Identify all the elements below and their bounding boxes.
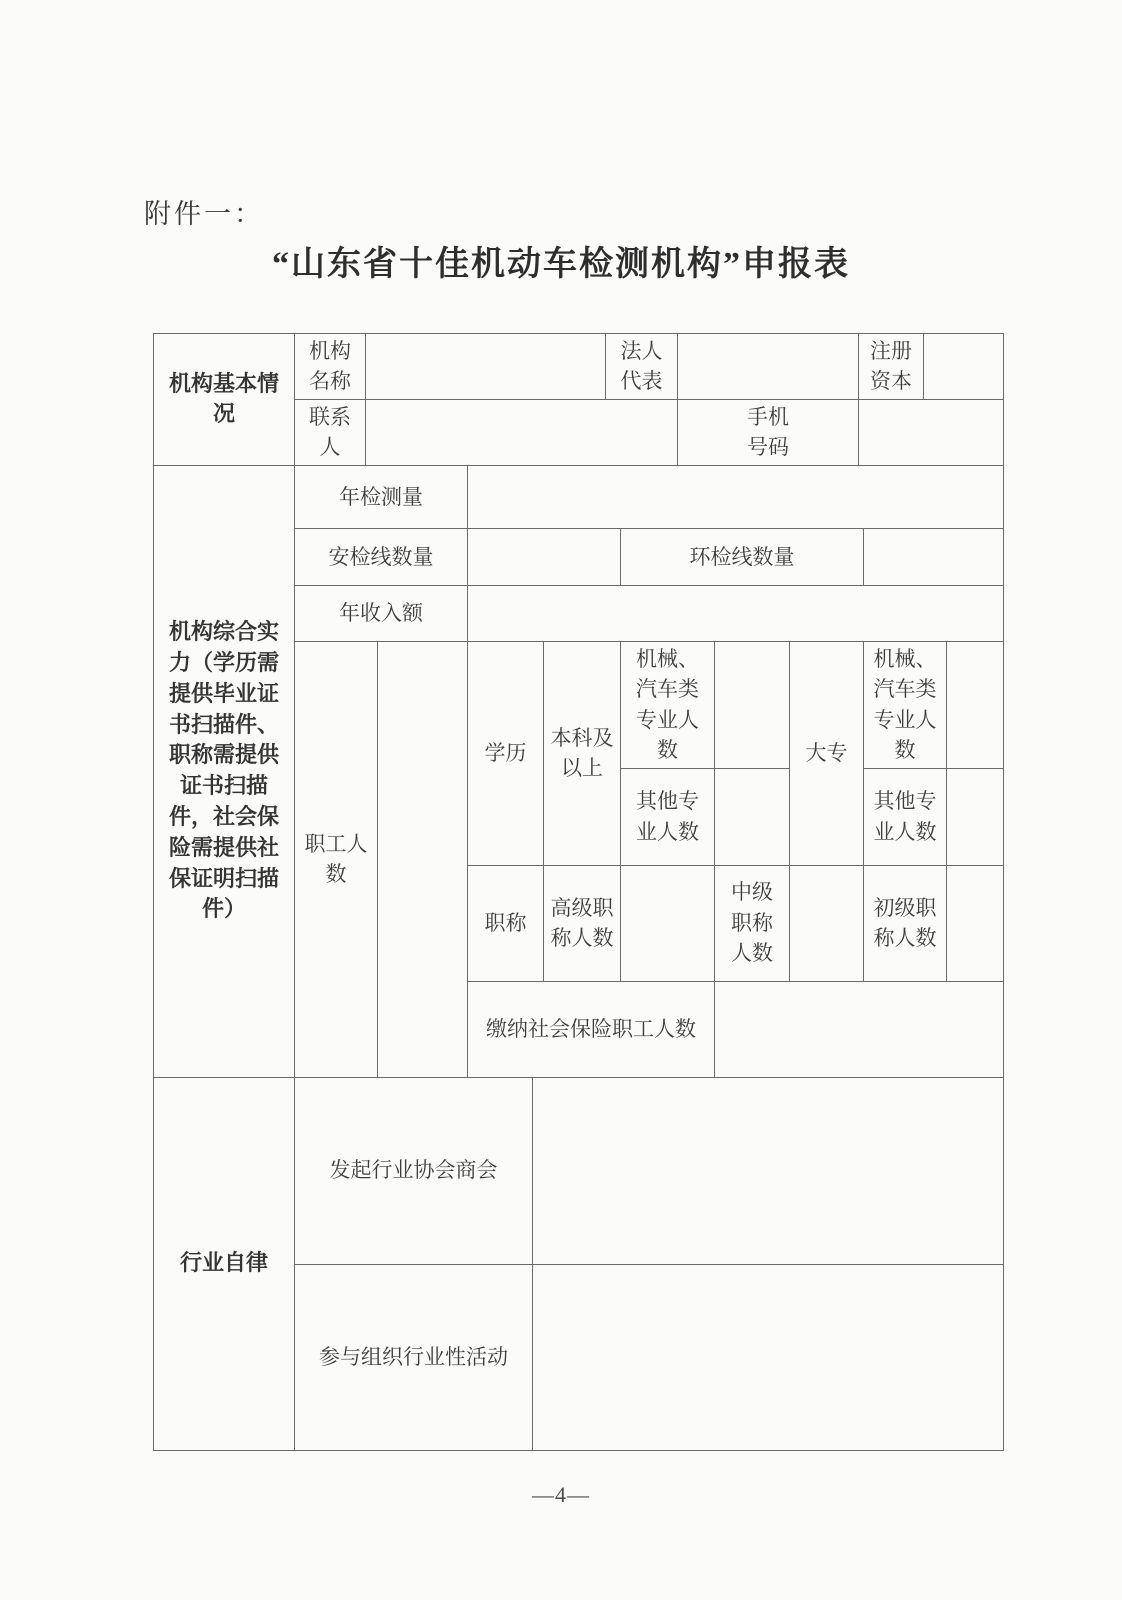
senior-title-label: 高级职称人数: [544, 865, 621, 981]
section-basic-info: [153, 333, 1004, 466]
social-insurance-value-cell[interactable]: [715, 981, 1004, 1077]
mech-auto-bachelor-value-cell[interactable]: [715, 641, 790, 768]
section-strength: [153, 465, 1004, 1078]
application-form-table: [153, 333, 1003, 1451]
title-label: 职称: [468, 865, 544, 981]
page-number: —4—: [532, 1482, 590, 1507]
mobile-label: [678, 399, 859, 465]
safety-lines-value-cell[interactable]: [468, 528, 621, 585]
junior-title-value-cell[interactable]: [947, 865, 1004, 981]
legal-rep-value-cell[interactable]: [678, 334, 859, 400]
contact-value-cell[interactable]: [366, 399, 678, 465]
org-name-label: 机构名称: [295, 334, 366, 400]
assoc-value-cell[interactable]: [533, 1077, 1004, 1264]
contact-label: 联系人: [295, 399, 366, 465]
mech-auto-bachelor-label: 机械、汽车类专业人数: [621, 641, 715, 768]
reg-capital-value-cell[interactable]: [924, 334, 1004, 400]
annual-income-label: 年收入额: [295, 585, 468, 641]
annual-volume-label: 年检测量: [295, 465, 468, 528]
mech-auto-college-label: 机械、汽车类专业人数: [864, 641, 947, 768]
college-label: 大专: [790, 641, 864, 865]
assoc-label: 发起行业协会商会: [295, 1077, 533, 1264]
social-insurance-label: 缴纳社会保险职工人数: [468, 981, 715, 1077]
education-label: 学历: [468, 641, 544, 865]
other-major-college-label: 其他专业人数: [864, 768, 947, 865]
section-strength-header: 机构综合实力（学历需提供毕业证书扫描件、职称需提供证书扫描件，社会保险需提供社保证明扫描件）: [154, 465, 295, 1077]
section-self-discipline-header: 行业自律: [154, 1077, 295, 1450]
legal-rep-label: 法人代表: [606, 334, 678, 400]
other-major-college-value-cell[interactable]: [947, 768, 1004, 865]
staff-count-label: 职工人数: [295, 641, 378, 1077]
bachelor-label: 本科及以上: [544, 641, 621, 865]
mid-title-value-cell[interactable]: [790, 865, 864, 981]
mech-auto-college-value-cell[interactable]: [947, 641, 1004, 768]
section-self-discipline: [153, 1077, 1004, 1451]
mid-title-label: 中级职称人数: [715, 865, 790, 981]
attachment-label: 附件一：: [144, 199, 264, 229]
mobile-label-text: 手机号码: [746, 404, 789, 460]
env-lines-label: 环检线数量: [621, 528, 864, 585]
mobile-value-cell[interactable]: [859, 399, 1004, 465]
other-major-bachelor-value-cell[interactable]: [715, 768, 790, 865]
junior-title-label: 初级职称人数: [864, 865, 947, 981]
senior-title-value-cell[interactable]: [621, 865, 715, 981]
annual-volume-value-cell[interactable]: [468, 465, 1004, 528]
annual-income-value-cell[interactable]: [468, 585, 1004, 641]
org-name-value-cell[interactable]: [366, 334, 606, 400]
activity-value-cell[interactable]: [533, 1264, 1004, 1450]
staff-count-value-cell[interactable]: [378, 641, 468, 1077]
safety-lines-label: 安检线数量: [295, 528, 468, 585]
env-lines-value-cell[interactable]: [864, 528, 1004, 585]
page-title: “山东省十佳机动车检测机构”申报表: [272, 246, 850, 283]
section-basic-info-header: 机构基本情况: [154, 334, 295, 466]
activity-label: 参与组织行业性活动: [295, 1264, 533, 1450]
reg-capital-label: 注册资本: [859, 334, 924, 400]
other-major-bachelor-label: 其他专业人数: [621, 768, 715, 865]
